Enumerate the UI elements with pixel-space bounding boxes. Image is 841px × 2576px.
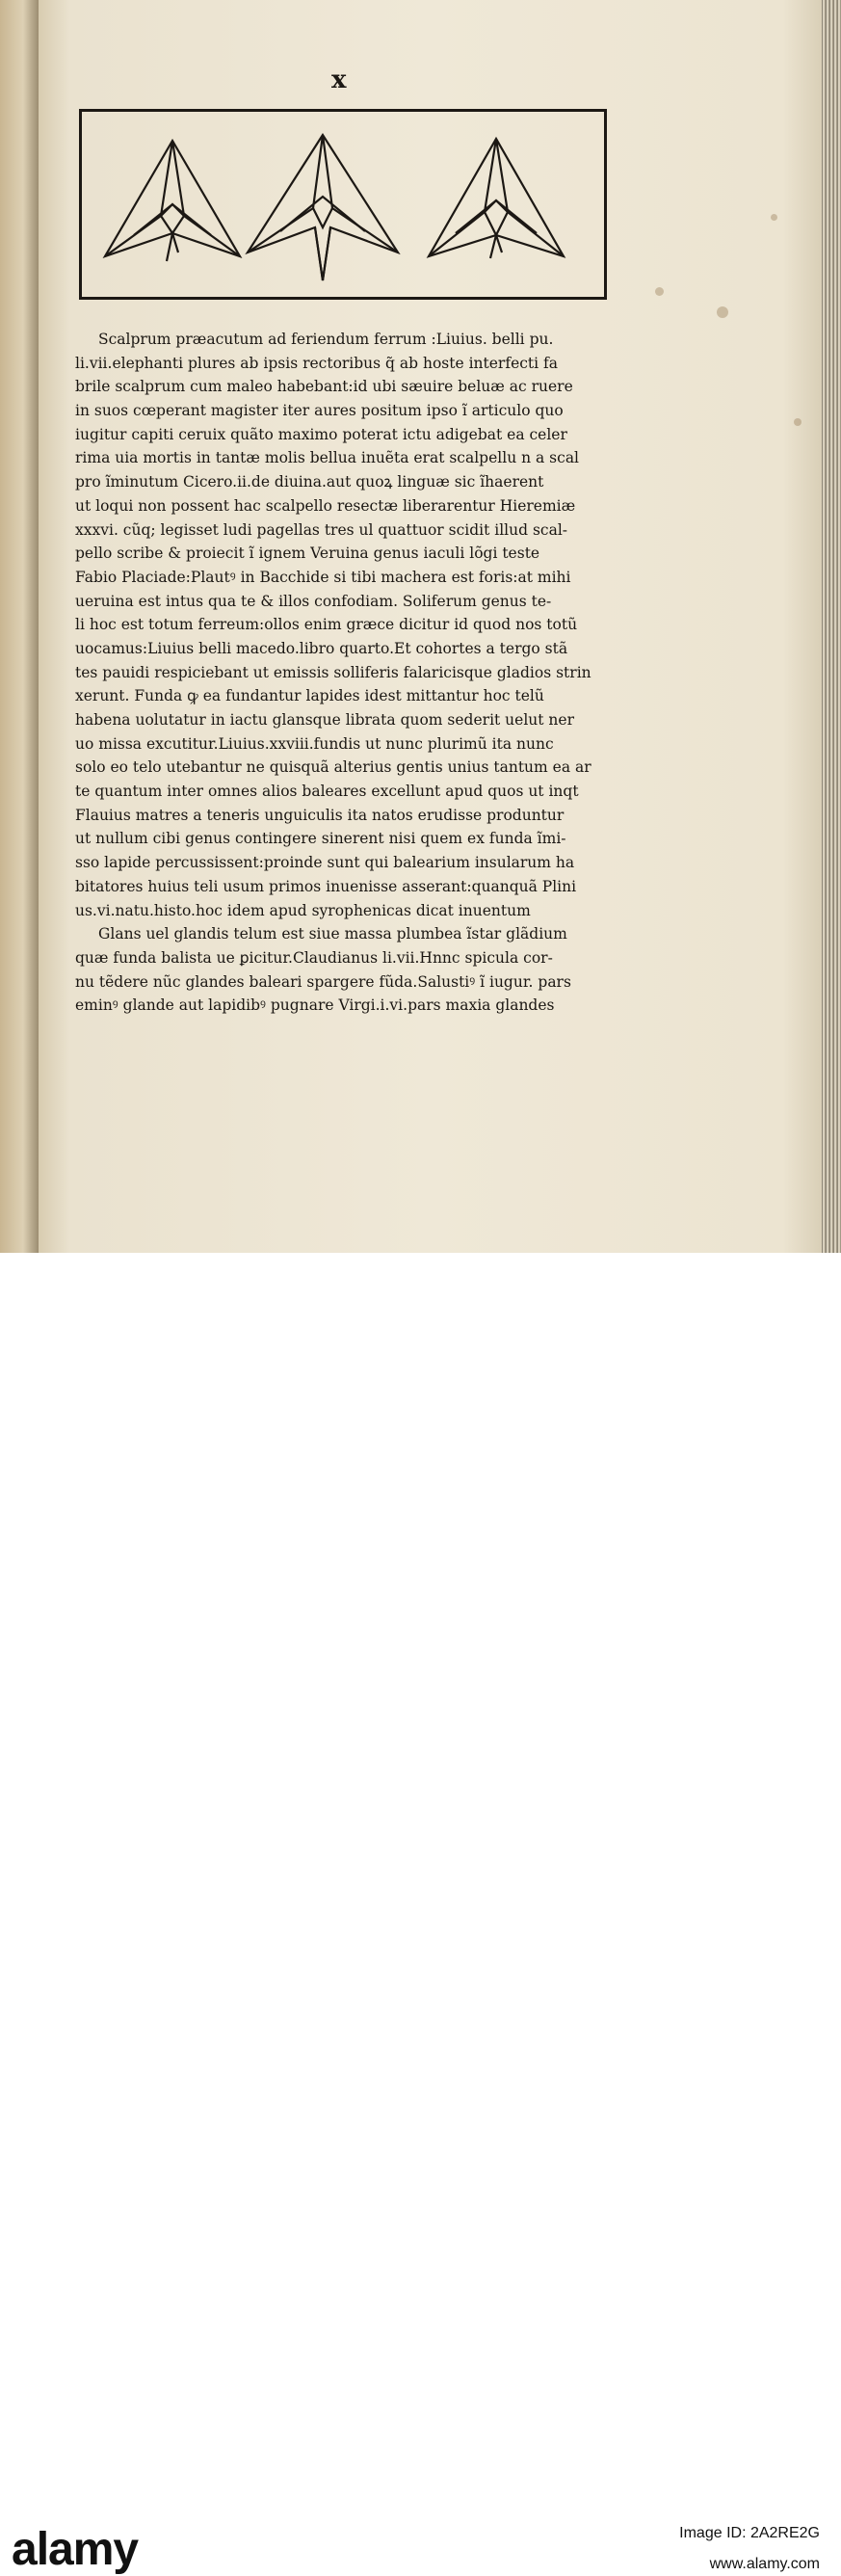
text-line: li hoc est totum ferreum:ollos enim græce dicitur id quod nos totũ <box>75 616 578 634</box>
text-line: sso lapide percussissent:proinde sunt qui balearium insularum ha <box>75 854 575 872</box>
foxing-spot <box>794 418 802 426</box>
caltrops-drawing <box>82 112 604 297</box>
text-line: uocamus:Liuius belli macedo.libro quarto.Et cohortes a tergo stã <box>75 639 568 657</box>
caltrop-3 <box>429 139 564 258</box>
text-line: Flauius matres a teneris unguiculis ita natos erudisse produntur <box>75 806 565 824</box>
page-stack-edge <box>822 0 841 1253</box>
text-line: Glans uel glandis telum est siue massa plumbea ĩstar glãdium <box>98 925 567 943</box>
text-line: pro ĩminutum Cicero.ii.de diuina.aut quoꝝ linguæ sic ĩhaerent <box>75 473 544 491</box>
site-url-label: www.alamy.com <box>709 2556 820 2572</box>
foxing-spot <box>717 306 728 318</box>
text-line: tes pauidi respiciebant ut emissis solliferis falaricisque gladios strin <box>75 663 591 681</box>
text-line: te quantum inter omnes alios baleares excellunt apud quos ut inqt <box>75 783 579 801</box>
caltrop-1 <box>105 141 240 261</box>
text-line: habena uolutatur in iactu glansque librata quom sederit uelut ner <box>75 711 574 729</box>
text-line: nu tẽdere nũc glandes baleari spargere fũda.Salustiꝰ ĩ iugur. pars <box>75 972 571 991</box>
caltrop-woodcut-illustration <box>79 109 607 300</box>
scanned-book-page <box>0 0 841 1253</box>
text-line: in suos cœperant magister iter aures positum ipso ĩ articulo quo <box>75 402 564 420</box>
text-line: Fabio Placiade:Plautꝰ in Bacchide si tibi machera est foris:at mihi <box>75 568 571 586</box>
text-line: ueruina est intus qua te & illos confodiam. Soliferum genus te- <box>75 592 552 610</box>
text-line: li.vii.elephanti plures ab ipsis rectoribus q̃ ab hoste interfecti fa <box>75 354 559 372</box>
text-line: solo eo telo utebantur ne quisquã alterius gentis unius tantum ea ar <box>75 758 591 777</box>
text-line: iugitur capiti ceruix quãto maximo poterat ictu adigebat ea celer <box>75 425 567 443</box>
text-line: xerunt. Funda ꝙ ea fundantur lapides idest mittantur hoc telũ <box>75 687 544 705</box>
text-line: pello scribe & proiecit ĩ ignem Veruina genus iaculi lõgi teste <box>75 544 540 563</box>
text-line: ut nullum cibi genus contingere sinerent nisi quem ex funda ĩmi- <box>75 830 566 848</box>
text-line: rima uia mortis in tantæ molis bellua inuẽta erat scalpellu n a scal <box>75 449 580 467</box>
text-line: bitatores huius teli usum primos inuenisse asserant:quanquã Plini <box>75 877 577 895</box>
watermark-band <box>0 1253 841 2575</box>
caltrop-2 <box>248 135 398 280</box>
text-line: brile scalprum cum maleo habebant:id ubi sæuire beluæ ac ruere <box>75 378 573 396</box>
text-line: xxxvi. cũq; legisset ludi pagellas tres ul quattuor scidit illud scal- <box>75 520 568 539</box>
text-line: quæ funda balista ue ꝑicitur.Claudianus li.vii.Hnnc spicula cor- <box>75 948 553 967</box>
alamy-logo: alamy <box>12 2524 139 2575</box>
image-id-label: Image ID: 2A2RE2G <box>679 2525 820 2541</box>
foxing-spot <box>655 287 664 296</box>
latin-text-block <box>75 328 615 1018</box>
text-line: Scalprum præacutum ad feriendum ferrum :Liuius. belli pu. <box>98 331 554 348</box>
text-line: ut loqui non possent hac scalpello resectæ liberarentur Hieremiæ <box>75 496 576 515</box>
left-page-edge <box>0 0 39 1253</box>
text-line: us.vi.natu.histo.hoc idem apud syrophenicas dicat inuentum <box>75 901 531 919</box>
foxing-spot <box>771 214 777 221</box>
text-line: uo missa excutitur.Liuius.xxviii.fundis ut nunc plurimũ ita nunc <box>75 734 554 753</box>
folio-mark: x <box>331 66 347 94</box>
text-line: eminꝰ glande aut lapidibꝰ pugnare Virgi.i.vi.pars maxia glandes <box>75 996 555 1015</box>
